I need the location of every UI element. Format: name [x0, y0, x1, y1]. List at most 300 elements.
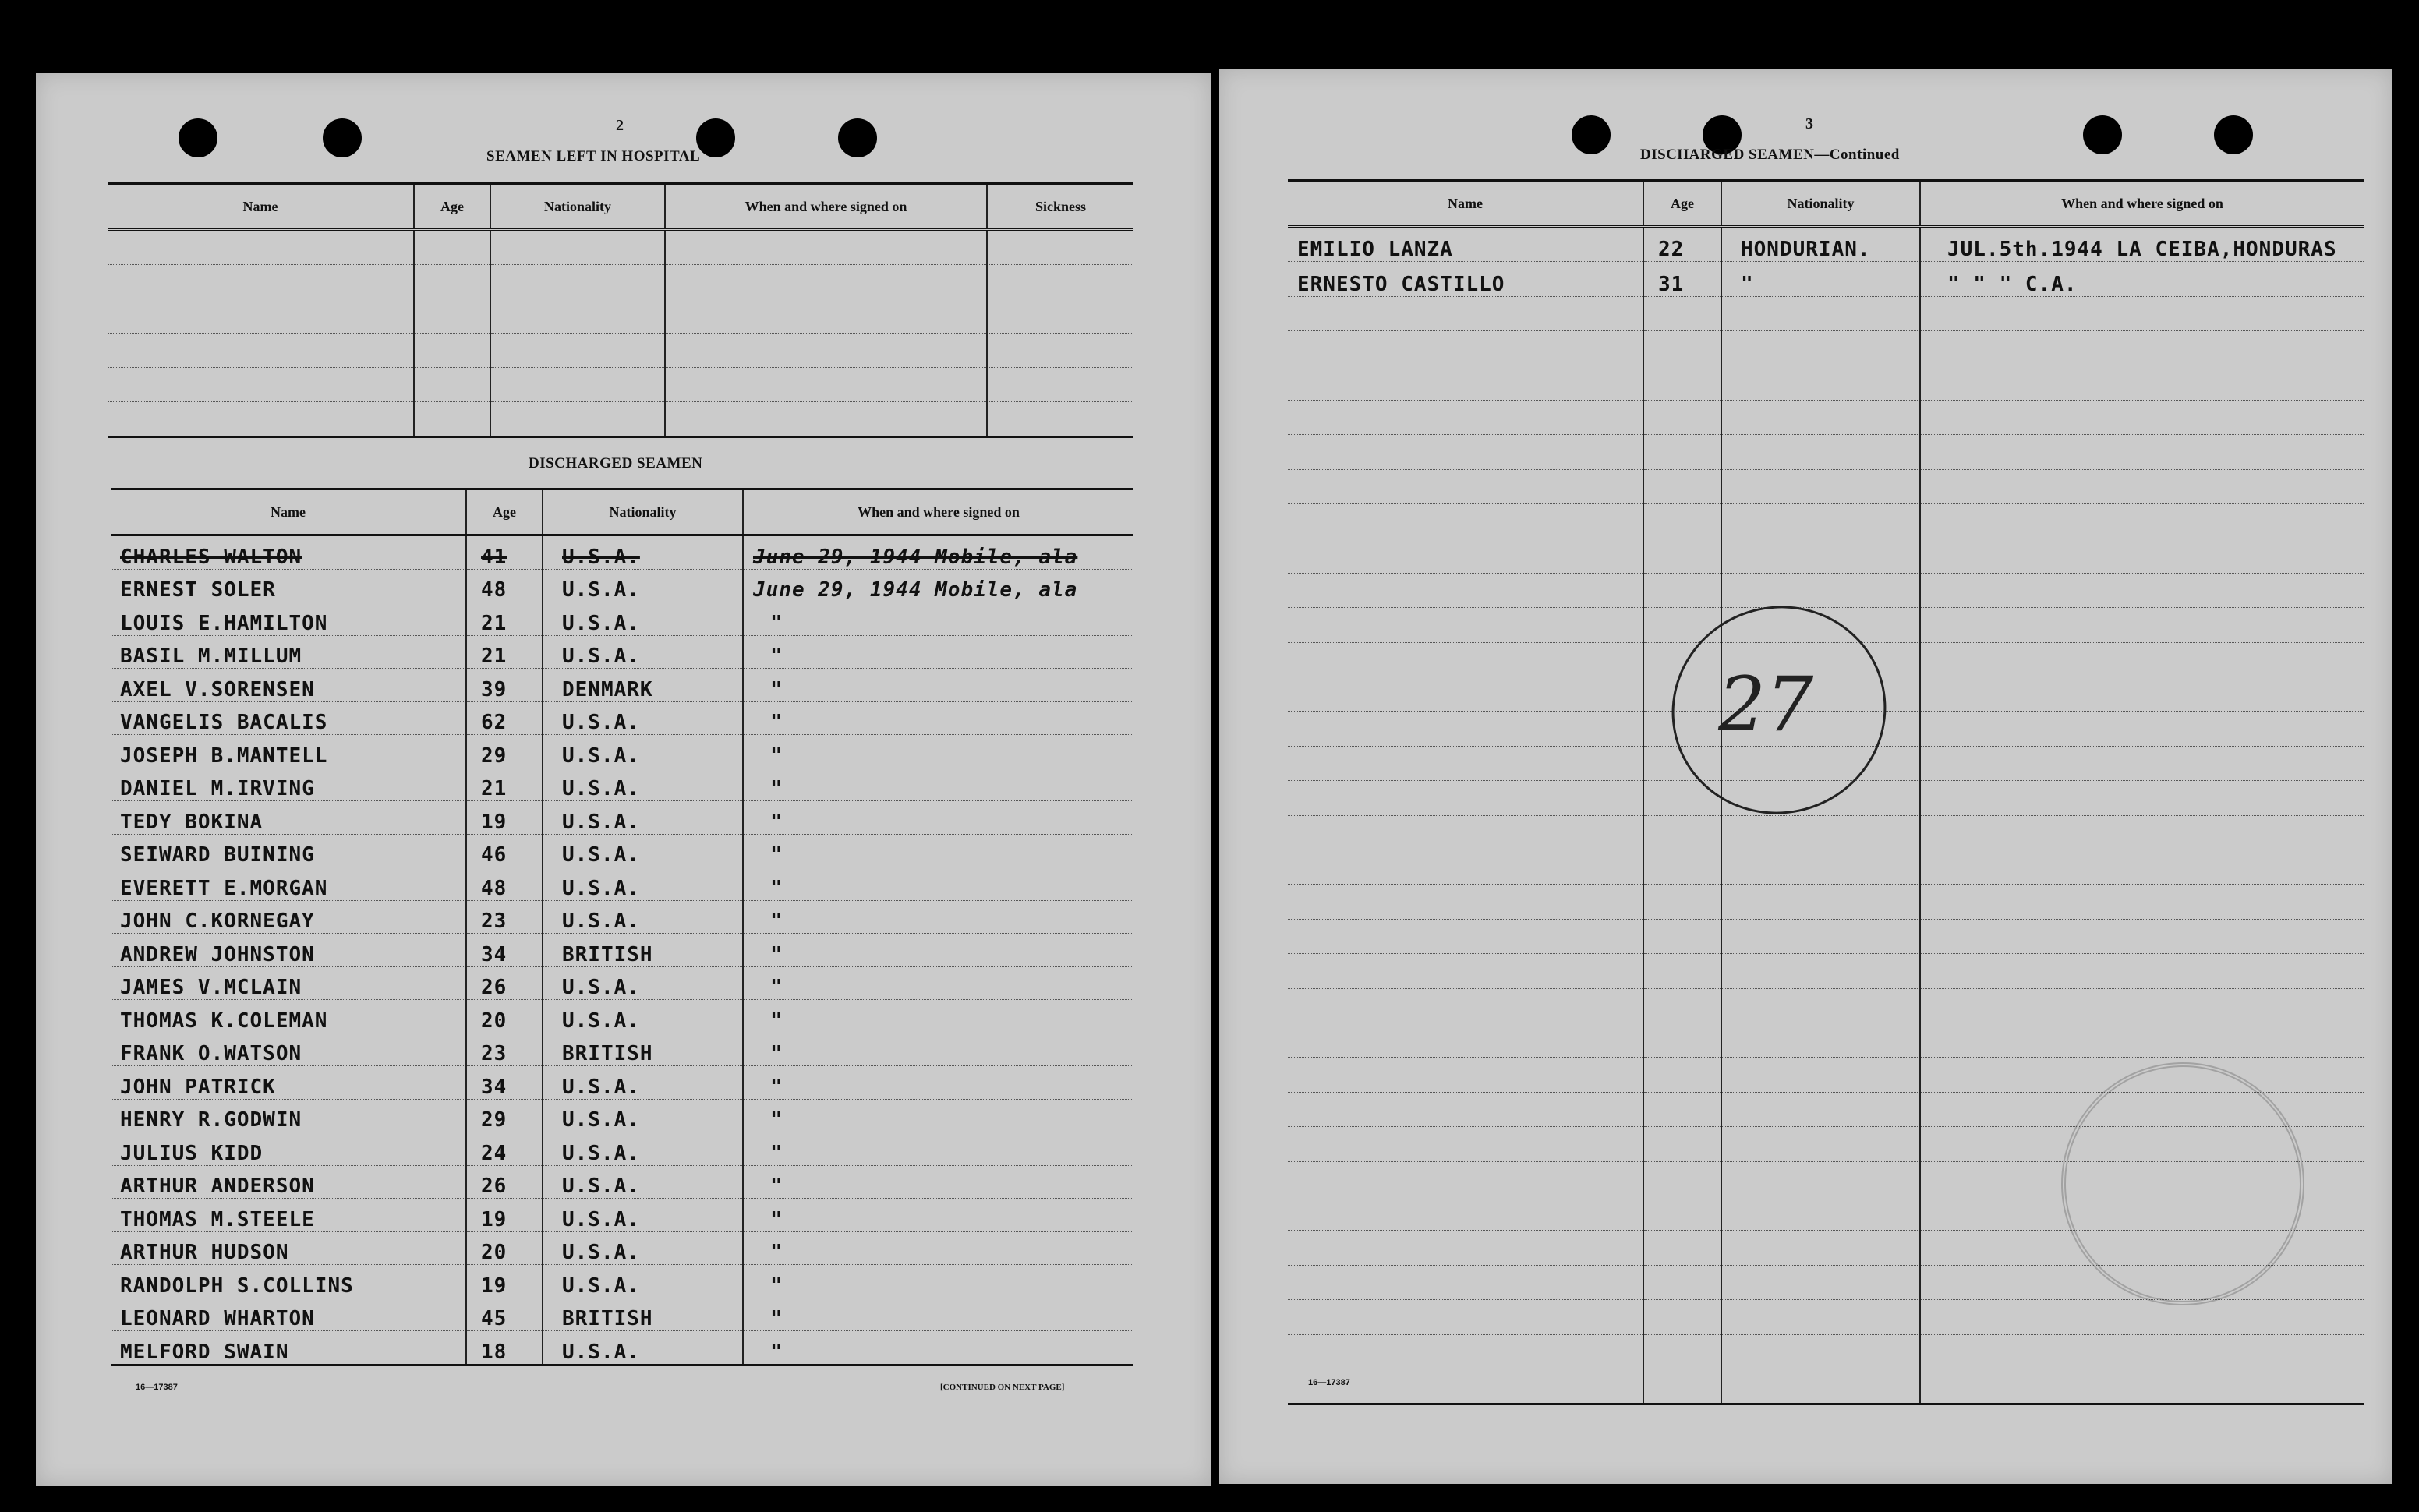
empty-cell [1721, 885, 1920, 919]
empty-cell [1920, 539, 2364, 573]
empty-cell [1920, 400, 2364, 434]
empty-cell [490, 334, 665, 368]
empty-cell [987, 265, 1133, 299]
empty-cell [1643, 1127, 1721, 1161]
cell-signed: " [743, 1298, 1133, 1331]
empty-cell [1721, 988, 1920, 1023]
table-row [1288, 435, 2364, 469]
cell-age: 48 [466, 569, 543, 602]
cell-name: HENRY R.GODWIN [111, 1099, 466, 1132]
empty-cell [1643, 919, 1721, 953]
empty-cell [1920, 850, 2364, 885]
cell-name: VANGELIS BACALIS [111, 701, 466, 735]
table-row [1288, 227, 2364, 262]
cell-name: AXEL V.SORENSEN [111, 669, 466, 702]
empty-cell [490, 402, 665, 437]
table-row [111, 1199, 1133, 1232]
table-row [1288, 469, 2364, 503]
cell-name: LEONARD WHARTON [111, 1298, 466, 1331]
cell-nationality: U.S.A. [543, 1265, 743, 1298]
empty-cell [1920, 642, 2364, 677]
empty-cell [1721, 469, 1920, 503]
empty-cell [1721, 1300, 1920, 1334]
cell-age: 21 [466, 602, 543, 636]
cell-nationality: U.S.A. [543, 801, 743, 835]
cell-age: 19 [466, 1199, 543, 1232]
cell-name: THOMAS M.STEELE [111, 1199, 466, 1232]
empty-cell [1288, 815, 1643, 850]
page-number: 2 [616, 117, 624, 134]
empty-cell [414, 334, 490, 368]
cell-name: EVERETT E.MORGAN [111, 867, 466, 901]
column-header: Sickness [987, 184, 1133, 230]
empty-cell [108, 265, 414, 299]
cell-nationality: U.S.A. [543, 1231, 743, 1265]
cell-age: 19 [466, 801, 543, 835]
empty-cell [1288, 642, 1643, 677]
page-number: 3 [1805, 115, 1813, 132]
empty-cell [1288, 331, 1643, 366]
cell-signed: " [743, 701, 1133, 735]
empty-cell [987, 334, 1133, 368]
cell-age: 29 [466, 1099, 543, 1132]
punch-hole [1572, 115, 1611, 154]
cell-name: ERNESTO CASTILLO [1288, 262, 1643, 296]
empty-cell [1721, 504, 1920, 539]
cell-signed: " [743, 934, 1133, 967]
column-header: When and where signed on [743, 489, 1133, 535]
empty-cell [1643, 296, 1721, 330]
cell-name: MELFORD SWAIN [111, 1331, 466, 1365]
cell-name: JULIUS KIDD [111, 1132, 466, 1166]
table-row [1288, 988, 2364, 1023]
empty-cell [108, 368, 414, 402]
empty-cell [1643, 1058, 1721, 1092]
empty-cell [1643, 1369, 1721, 1404]
empty-cell [1920, 712, 2364, 746]
left-page [36, 73, 1211, 1486]
empty-cell [1721, 1161, 1920, 1196]
cell-name: ARTHUR ANDERSON [111, 1165, 466, 1199]
cell-name: THOMAS K.COLEMAN [111, 1000, 466, 1033]
table-row [1288, 400, 2364, 434]
empty-cell [1643, 1231, 1721, 1265]
cell-signed: " [743, 1132, 1133, 1166]
empty-cell [1288, 1161, 1643, 1196]
empty-cell [1721, 1265, 1920, 1299]
cell-signed: June 29, 1944 Mobile, ala [743, 569, 1133, 602]
empty-cell [1288, 1231, 1643, 1265]
table-row [111, 1265, 1133, 1298]
empty-cell [665, 368, 987, 402]
continued-header-row [1288, 181, 2364, 227]
empty-cell [414, 402, 490, 437]
table-row [111, 1298, 1133, 1331]
empty-cell [1643, 539, 1721, 573]
empty-cell [1288, 435, 1643, 469]
cell-age: 62 [466, 701, 543, 735]
empty-cell [987, 299, 1133, 334]
empty-cell [1643, 885, 1721, 919]
cell-signed: " [743, 768, 1133, 801]
empty-cell [665, 334, 987, 368]
punch-hole [179, 118, 217, 157]
cell-signed: " [743, 1099, 1133, 1132]
cell-age: 31 [1643, 262, 1721, 296]
continued-note: [CONTINUED ON NEXT PAGE] [940, 1383, 1065, 1392]
cell-name: DANIEL M.IRVING [111, 768, 466, 801]
empty-cell [1288, 850, 1643, 885]
cell-signed: JUL.5th.1944 LA CEIBA,HONDURAS [1920, 227, 2364, 262]
cell-nationality: U.S.A. [543, 867, 743, 901]
cell-nationality: U.S.A. [543, 635, 743, 669]
empty-cell [1643, 366, 1721, 400]
empty-cell [1920, 504, 2364, 539]
cell-nationality: BRITISH [543, 1298, 743, 1331]
empty-cell [1288, 296, 1643, 330]
cell-age: 45 [466, 1298, 543, 1331]
cell-nationality: U.S.A. [543, 535, 743, 570]
empty-cell [1288, 988, 1643, 1023]
empty-cell [1920, 469, 2364, 503]
column-header: Age [466, 489, 543, 535]
table-row [111, 701, 1133, 735]
table-row [1288, 539, 2364, 573]
empty-cell [414, 265, 490, 299]
cell-signed: " [743, 602, 1133, 636]
cell-name: EMILIO LANZA [1288, 227, 1643, 262]
cell-age: 20 [466, 1000, 543, 1033]
empty-cell [1643, 815, 1721, 850]
empty-cell [1721, 539, 1920, 573]
cell-signed: " [743, 1331, 1133, 1365]
empty-cell [665, 265, 987, 299]
cell-nationality: U.S.A. [543, 1000, 743, 1033]
cell-nationality: U.S.A. [543, 569, 743, 602]
empty-cell [490, 265, 665, 299]
table-row [1288, 815, 2364, 850]
empty-cell [490, 299, 665, 334]
empty-cell [665, 299, 987, 334]
punch-hole [323, 118, 362, 157]
cell-age: 23 [466, 1033, 543, 1066]
cell-name: ERNEST SOLER [111, 569, 466, 602]
cell-age: 23 [466, 900, 543, 934]
table-row [1288, 850, 2364, 885]
cell-age: 18 [466, 1331, 543, 1365]
empty-cell [1643, 469, 1721, 503]
empty-cell [1920, 1369, 2364, 1404]
empty-cell [1643, 1265, 1721, 1299]
cell-name: JAMES V.MCLAIN [111, 966, 466, 1000]
cell-nationality: DENMARK [543, 669, 743, 702]
empty-cell [1721, 850, 1920, 885]
column-header: Nationality [490, 184, 665, 230]
table-row [1288, 1369, 2364, 1404]
empty-cell [1643, 1334, 1721, 1369]
empty-cell [1721, 1231, 1920, 1265]
empty-cell [1920, 608, 2364, 642]
table-row [111, 669, 1133, 702]
table-row [1288, 262, 2364, 296]
punch-hole [2214, 115, 2253, 154]
handwritten-number: 27 [1718, 661, 1814, 748]
table-row [111, 1132, 1133, 1166]
table-row [1288, 504, 2364, 539]
cell-name: ARTHUR HUDSON [111, 1231, 466, 1265]
cell-nationality: U.S.A. [543, 1132, 743, 1166]
cell-signed: " [743, 1033, 1133, 1066]
column-header: Age [1643, 181, 1721, 227]
cell-name: ANDREW JOHNSTON [111, 934, 466, 967]
cell-name: BASIL M.MILLUM [111, 635, 466, 669]
column-header: Age [414, 184, 490, 230]
empty-cell [1920, 435, 2364, 469]
empty-cell [1721, 1058, 1920, 1092]
empty-cell [1721, 954, 1920, 988]
form-number: 16—17387 [136, 1383, 178, 1392]
empty-cell [1920, 746, 2364, 780]
discharged-section-title: DISCHARGED SEAMEN [529, 455, 703, 472]
empty-cell [1721, 331, 1920, 366]
table-row [111, 834, 1133, 867]
cell-nationality: U.S.A. [543, 1066, 743, 1100]
column-header: Name [108, 184, 414, 230]
cell-age: 24 [466, 1132, 543, 1166]
empty-cell [1288, 746, 1643, 780]
discharged-table [111, 488, 1133, 1366]
cell-age: 21 [466, 635, 543, 669]
cell-name: RANDOLPH S.COLLINS [111, 1265, 466, 1298]
table-row [111, 900, 1133, 934]
empty-cell [987, 368, 1133, 402]
cell-age: 41 [466, 535, 543, 570]
table-row [1288, 366, 2364, 400]
cell-nationality: U.S.A. [543, 1199, 743, 1232]
table-row [111, 569, 1133, 602]
empty-cell [1721, 296, 1920, 330]
empty-cell [1643, 331, 1721, 366]
cell-signed: " [743, 1199, 1133, 1232]
cell-signed: " [743, 1265, 1133, 1298]
continued-section-title: DISCHARGED SEAMEN—Continued [1640, 147, 1900, 163]
cell-signed: " [743, 834, 1133, 867]
table-row [108, 368, 1133, 402]
table-row [1288, 1300, 2364, 1334]
empty-cell [1920, 331, 2364, 366]
empty-cell [1288, 504, 1643, 539]
empty-cell [1643, 954, 1721, 988]
empty-cell [1288, 1334, 1643, 1369]
empty-cell [108, 334, 414, 368]
cell-age: 48 [466, 867, 543, 901]
empty-cell [1721, 366, 1920, 400]
cell-name: JOHN PATRICK [111, 1066, 466, 1100]
empty-cell [1288, 677, 1643, 712]
table-row [108, 402, 1133, 437]
cell-nationality: " [1721, 262, 1920, 296]
empty-cell [1643, 435, 1721, 469]
column-header: When and where signed on [1920, 181, 2364, 227]
empty-cell [1643, 1023, 1721, 1057]
table-row [111, 1099, 1133, 1132]
cell-age: 29 [466, 735, 543, 768]
empty-cell [1721, 919, 1920, 953]
cell-name: SEIWARD BUINING [111, 834, 466, 867]
cell-signed: " " " C.A. [1920, 262, 2364, 296]
empty-cell [490, 368, 665, 402]
empty-cell [414, 230, 490, 265]
cell-nationality: U.S.A. [543, 1099, 743, 1132]
empty-cell [1721, 1023, 1920, 1057]
cell-nationality: U.S.A. [543, 602, 743, 636]
cell-age: 19 [466, 1265, 543, 1298]
cell-age: 21 [466, 768, 543, 801]
punch-hole [838, 118, 877, 157]
empty-cell [1643, 400, 1721, 434]
cell-signed: " [743, 735, 1133, 768]
empty-cell [1920, 1023, 2364, 1057]
empty-cell [1643, 1196, 1721, 1230]
empty-cell [1643, 504, 1721, 539]
cell-signed: " [743, 635, 1133, 669]
empty-cell [1721, 435, 1920, 469]
cell-signed: " [743, 900, 1133, 934]
cell-nationality: U.S.A. [543, 834, 743, 867]
cell-signed: " [743, 801, 1133, 835]
table-row [108, 299, 1133, 334]
empty-cell [665, 402, 987, 437]
cell-age: 22 [1643, 227, 1721, 262]
empty-cell [1643, 850, 1721, 885]
cell-nationality: HONDURIAN. [1721, 227, 1920, 262]
empty-cell [1288, 400, 1643, 434]
cell-age: 34 [466, 1066, 543, 1100]
cell-age: 34 [466, 934, 543, 967]
punch-hole [2083, 115, 2122, 154]
cell-nationality: U.S.A. [543, 1165, 743, 1199]
empty-cell [414, 299, 490, 334]
hospital-section-title: SEAMEN LEFT IN HOSPITAL [486, 148, 701, 164]
table-row [111, 1066, 1133, 1100]
empty-cell [108, 230, 414, 265]
cell-age: 39 [466, 669, 543, 702]
table-row [111, 934, 1133, 967]
empty-cell [1920, 815, 2364, 850]
discharged-header-row [111, 489, 1133, 535]
empty-cell [1920, 366, 2364, 400]
cell-name: JOHN C.KORNEGAY [111, 900, 466, 934]
column-header: Name [1288, 181, 1643, 227]
empty-cell [1288, 1127, 1643, 1161]
cell-name: LOUIS E.HAMILTON [111, 602, 466, 636]
empty-cell [1920, 296, 2364, 330]
table-row [1288, 331, 2364, 366]
empty-cell [1288, 608, 1643, 642]
table-row [1288, 885, 2364, 919]
empty-cell [108, 299, 414, 334]
empty-cell [1288, 954, 1643, 988]
cell-signed: " [743, 1000, 1133, 1033]
cell-age: 46 [466, 834, 543, 867]
table-row [108, 334, 1133, 368]
cell-nationality: U.S.A. [543, 966, 743, 1000]
cell-age: 26 [466, 1165, 543, 1199]
empty-cell [1920, 677, 2364, 712]
cell-signed: " [743, 669, 1133, 702]
table-row [111, 1231, 1133, 1265]
table-row [111, 1331, 1133, 1365]
empty-cell [414, 368, 490, 402]
cell-signed: " [743, 1231, 1133, 1265]
empty-cell [1288, 1058, 1643, 1092]
empty-cell [108, 402, 414, 437]
table-row [111, 535, 1133, 570]
table-row [111, 1000, 1133, 1033]
cell-signed: " [743, 1066, 1133, 1100]
table-row [111, 1033, 1133, 1066]
empty-cell [1288, 539, 1643, 573]
column-header: When and where signed on [665, 184, 987, 230]
table-row [111, 801, 1133, 835]
empty-cell [987, 230, 1133, 265]
cell-nationality: U.S.A. [543, 735, 743, 768]
table-row [111, 768, 1133, 801]
empty-cell [1920, 1300, 2364, 1334]
empty-cell [1288, 1023, 1643, 1057]
empty-cell [1288, 885, 1643, 919]
table-row [108, 230, 1133, 265]
cell-nationality: U.S.A. [543, 701, 743, 735]
empty-cell [1288, 1196, 1643, 1230]
table-row [1288, 954, 2364, 988]
empty-cell [1643, 1300, 1721, 1334]
table-row [111, 735, 1133, 768]
empty-cell [1288, 366, 1643, 400]
empty-cell [1721, 1334, 1920, 1369]
empty-cell [1288, 781, 1643, 815]
cell-name: TEDY BOKINA [111, 801, 466, 835]
table-row [111, 635, 1133, 669]
right-page [1219, 69, 2392, 1484]
empty-cell [1721, 573, 1920, 607]
empty-cell [1288, 919, 1643, 953]
faded-stamp [2061, 1062, 2304, 1305]
empty-cell [1721, 815, 1920, 850]
punch-hole [696, 118, 735, 157]
empty-cell [490, 230, 665, 265]
cell-signed: June 29, 1944 Mobile, ala [743, 535, 1133, 570]
cell-age: 20 [466, 1231, 543, 1265]
empty-cell [665, 230, 987, 265]
empty-cell [1288, 1092, 1643, 1126]
cell-signed: " [743, 867, 1133, 901]
cell-age: 26 [466, 966, 543, 1000]
table-row [111, 602, 1133, 636]
empty-cell [1288, 573, 1643, 607]
empty-cell [1721, 400, 1920, 434]
hospital-header-row [108, 184, 1133, 230]
table-row [1288, 919, 2364, 953]
form-number: 16—17387 [1308, 1378, 1350, 1387]
table-row [111, 1165, 1133, 1199]
empty-cell [1643, 1092, 1721, 1126]
empty-cell [1920, 1334, 2364, 1369]
cell-nationality: U.S.A. [543, 900, 743, 934]
table-row [1288, 1023, 2364, 1057]
table-row [1288, 573, 2364, 607]
column-header: Nationality [1721, 181, 1920, 227]
